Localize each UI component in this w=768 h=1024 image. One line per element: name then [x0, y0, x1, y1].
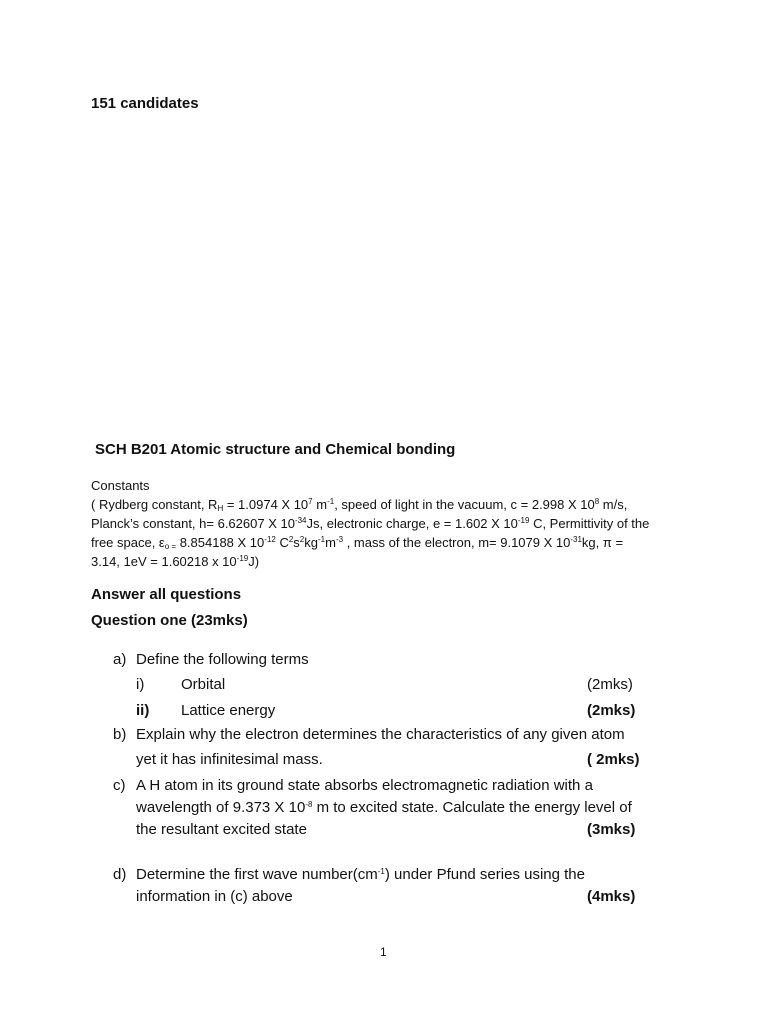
question-b-label: b): [113, 726, 127, 743]
question-c-marks: (3mks): [587, 821, 636, 838]
question-a-i-marks: (2mks): [587, 676, 633, 693]
question-a-i-label: i): [136, 676, 145, 693]
question-a-ii-label: ii): [136, 702, 150, 719]
constants-line-2: Planck’s constant, h= 6.62607 X $10^{-34}Js$, electronic charge, e = 1.602 X $10^{-19}$ C, Permittivity of the: [91, 516, 650, 531]
question-b-line-2: yet it has infinitesimal mass.: [136, 751, 323, 768]
question-one-heading: Question one (23mks): [91, 612, 248, 629]
question-c-line-2: wavelength of 9.373 X $10^{-8}$ m to excited state. Calculate the energy level of: [136, 799, 632, 816]
course-title: SCH B201 Atomic structure and Chemical bonding: [95, 441, 456, 458]
question-b-line-1: Explain why the electron determines the characteristics of any given atom: [136, 726, 625, 743]
constants-line-3: free space, $\varepsilon_{o =}$ 8.854188 X $10^{-12}$ $C^2s^2kg^{-1}m^{-3}$ , mass of the electron, m= 9.1079 X $10^{-31}kg$, π =: [91, 535, 624, 551]
question-b-marks: ( 2mks): [587, 751, 640, 768]
question-a-ii-text: Lattice energy: [181, 702, 276, 719]
constants-line-1: ( Rydberg constant, $R_H = 1.0974$ X $10^7$ $m^{-1}$, speed of light in the vacuum, c = 2.998 X $10^8$ m/s,: [91, 497, 628, 513]
question-d-line-1: Determine the first wave $number(cm^{-1})$ under Pfund series using the: [136, 866, 585, 883]
constants-heading: Constants: [91, 478, 150, 493]
page-number: 1: [380, 945, 387, 959]
question-a-i-text: Orbital: [181, 676, 226, 693]
question-a-label: a): [113, 651, 127, 668]
question-c-line-3: the resultant excited state: [136, 821, 307, 838]
question-d-label: d): [113, 866, 127, 883]
answer-all-heading: Answer all questions: [91, 586, 242, 603]
question-a-text: Define the following terms: [136, 651, 309, 668]
candidates-heading: 151 candidates: [91, 95, 199, 112]
question-c-line-1: A H atom in its ground state absorbs electromagnetic radiation with a: [136, 777, 593, 794]
constants-line-4: 3.14, 1eV = 1.60218 x $10^{-19}J$): [91, 554, 260, 569]
question-a-ii-marks: (2mks): [587, 702, 636, 719]
question-d-line-2: information in (c) above: [136, 888, 293, 905]
question-d-marks: (4mks): [587, 888, 636, 905]
question-c-label: c): [113, 777, 126, 794]
